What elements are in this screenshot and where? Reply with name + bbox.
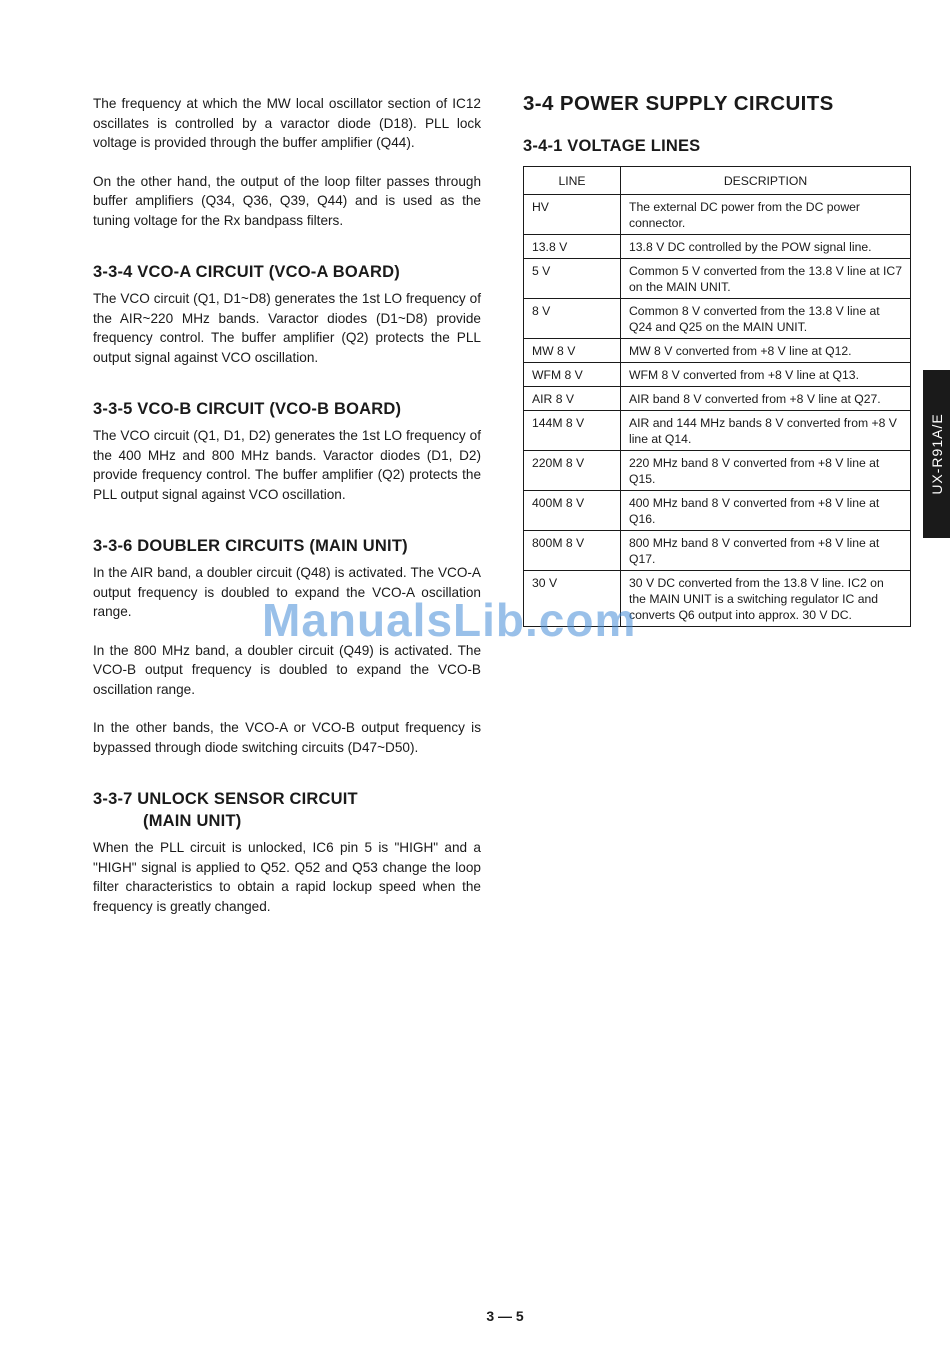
section-3-3-5 (93, 398, 481, 504)
table-cell-line: 220M 8 V (524, 451, 621, 491)
section-3-3-7-heading-line-1: 3-3-7 UNLOCK SENSOR CIRCUIT (93, 790, 358, 808)
model-side-tab (923, 370, 950, 538)
table-cell-line: 30 V (524, 571, 621, 627)
table-cell-line: WFM 8 V (524, 363, 621, 387)
table-cell-description: WFM 8 V converted from +8 V line at Q13. (621, 363, 911, 387)
section-3-3-6-paragraph-2: In the 800 MHz band, a doubler circuit (Q49) is activated. The VCO-B output frequency is doubled to expand the VCO-B oscillation range. (93, 642, 481, 697)
table-cell-description: 30 V DC converted from the 13.8 V line. IC2 on the MAIN UNIT is a switching regulator IC and converts Q6 output into approx. 30 V DC. (621, 571, 911, 627)
table-cell-description: Common 5 V converted from the 13.8 V line at IC7 on the MAIN UNIT. (621, 259, 911, 299)
right-column (523, 90, 911, 627)
table-cell-description: Common 8 V converted from the 13.8 V line at Q24 and Q25 on the MAIN UNIT. (621, 299, 911, 339)
table-cell-line: HV (524, 195, 621, 235)
table-row (524, 299, 911, 339)
intro-paragraph-2: On the other hand, the output of the loop filter passes through buffer amplifiers (Q34, Q36, Q39, Q44) and is used as the tuning voltage for the Rx bandpass filters. (93, 173, 481, 228)
section-3-3-7-heading (93, 788, 481, 832)
section-3-3-4-paragraph: The VCO circuit (Q1, D1~D8) generates the 1st LO frequency of the AIR~220 MHz bands. Varactor diodes (D1~D8) provide frequency control. The buffer amplifier (Q2) protects the PLL output signal against VCO oscillation. (93, 291, 481, 365)
table-row (524, 195, 911, 235)
section-3-3-5-heading: 3-3-5 VCO-B CIRCUIT (VCO-B BOARD) (93, 400, 402, 418)
section-3-3-6-heading: 3-3-6 DOUBLER CIRCUITS (MAIN UNIT) (93, 537, 408, 555)
table-header-line: LINE (524, 167, 621, 195)
table-cell-description: 800 MHz band 8 V converted from +8 V line at Q17. (621, 531, 911, 571)
table-cell-description: 220 MHz band 8 V converted from +8 V line at Q15. (621, 451, 911, 491)
table-row (524, 387, 911, 411)
section-3-4-1-heading: 3-4-1 VOLTAGE LINES (523, 137, 701, 155)
table-cell-line: 144M 8 V (524, 411, 621, 451)
section-3-3-4 (93, 261, 481, 367)
table-cell-description: MW 8 V converted from +8 V line at Q12. (621, 339, 911, 363)
table-row (524, 339, 911, 363)
section-3-4-heading: 3-4 POWER SUPPLY CIRCUITS (523, 92, 834, 115)
section-3-3-7 (93, 788, 481, 916)
section-3-3-7-heading-line-2: (MAIN UNIT) (143, 812, 242, 830)
table-cell-line: 5 V (524, 259, 621, 299)
table-row (524, 235, 911, 259)
model-side-tab-label: UX-R91A/E (928, 413, 945, 495)
table-cell-description: 400 MHz band 8 V converted from +8 V line at Q16. (621, 491, 911, 531)
table-cell-description: AIR band 8 V converted from +8 V line at Q27. (621, 387, 911, 411)
table-cell-line: MW 8 V (524, 339, 621, 363)
page-number: 3 — 5 (486, 1308, 524, 1324)
section-3-3-4-heading: 3-3-4 VCO-A CIRCUIT (VCO-A BOARD) (93, 263, 400, 281)
table-row (524, 411, 911, 451)
section-3-3-6-paragraph-1: In the AIR band, a doubler circuit (Q48) is activated. The VCO-A output frequency is doubled to expand the VCO-A oscillation range. (93, 565, 481, 619)
table-cell-description: 13.8 V DC controlled by the POW signal line. (621, 235, 911, 259)
table-cell-description: The external DC power from the DC power connector. (621, 195, 911, 235)
table-cell-line: AIR 8 V (524, 387, 621, 411)
table-header-row (524, 167, 911, 195)
intro-paragraph-1: The frequency at which the MW local oscillator section of IC12 oscillates is controlled by a varactor diode (D18). PLL lock voltage is provided through the buffer amplifier (Q44). (93, 96, 481, 150)
table-cell-description: AIR and 144 MHz bands 8 V converted from +8 V line at Q14. (621, 411, 911, 451)
section-3-3-5-paragraph: The VCO circuit (Q1, D1, D2) generates the 1st LO frequency of the 400 MHz and 800 MHz bands. Varactor diodes (D1, D2) provide frequency control. The buffer amplifier (Q2) protects the PLL output signal against VCO oscillation. (93, 428, 481, 502)
watermark: ManualsLib.com (262, 594, 637, 646)
section-3-3-6-paragraph-3: In the other bands, the VCO-A or VCO-B output frequency is bypassed through diode switching circuits (D47~D50). (93, 720, 481, 755)
table-row (524, 363, 911, 387)
table-cell-line: 13.8 V (524, 235, 621, 259)
table-header-description: DESCRIPTION (621, 167, 911, 195)
table-row (524, 491, 911, 531)
left-column (93, 94, 481, 916)
table-cell-line: 800M 8 V (524, 531, 621, 571)
table-cell-line: 400M 8 V (524, 491, 621, 531)
section-3-3-7-paragraph: When the PLL circuit is unlocked, IC6 pin 5 is "HIGH" and a "HIGH" signal is applied to Q52. Q52 and Q53 change the loop filter characteristics to obtain a rapid lockup speed when the frequency is greatly changed. (93, 840, 481, 914)
table-row (524, 531, 911, 571)
table-cell-line: 8 V (524, 299, 621, 339)
table-row (524, 259, 911, 299)
voltage-lines-table (523, 166, 911, 627)
table-row (524, 451, 911, 491)
